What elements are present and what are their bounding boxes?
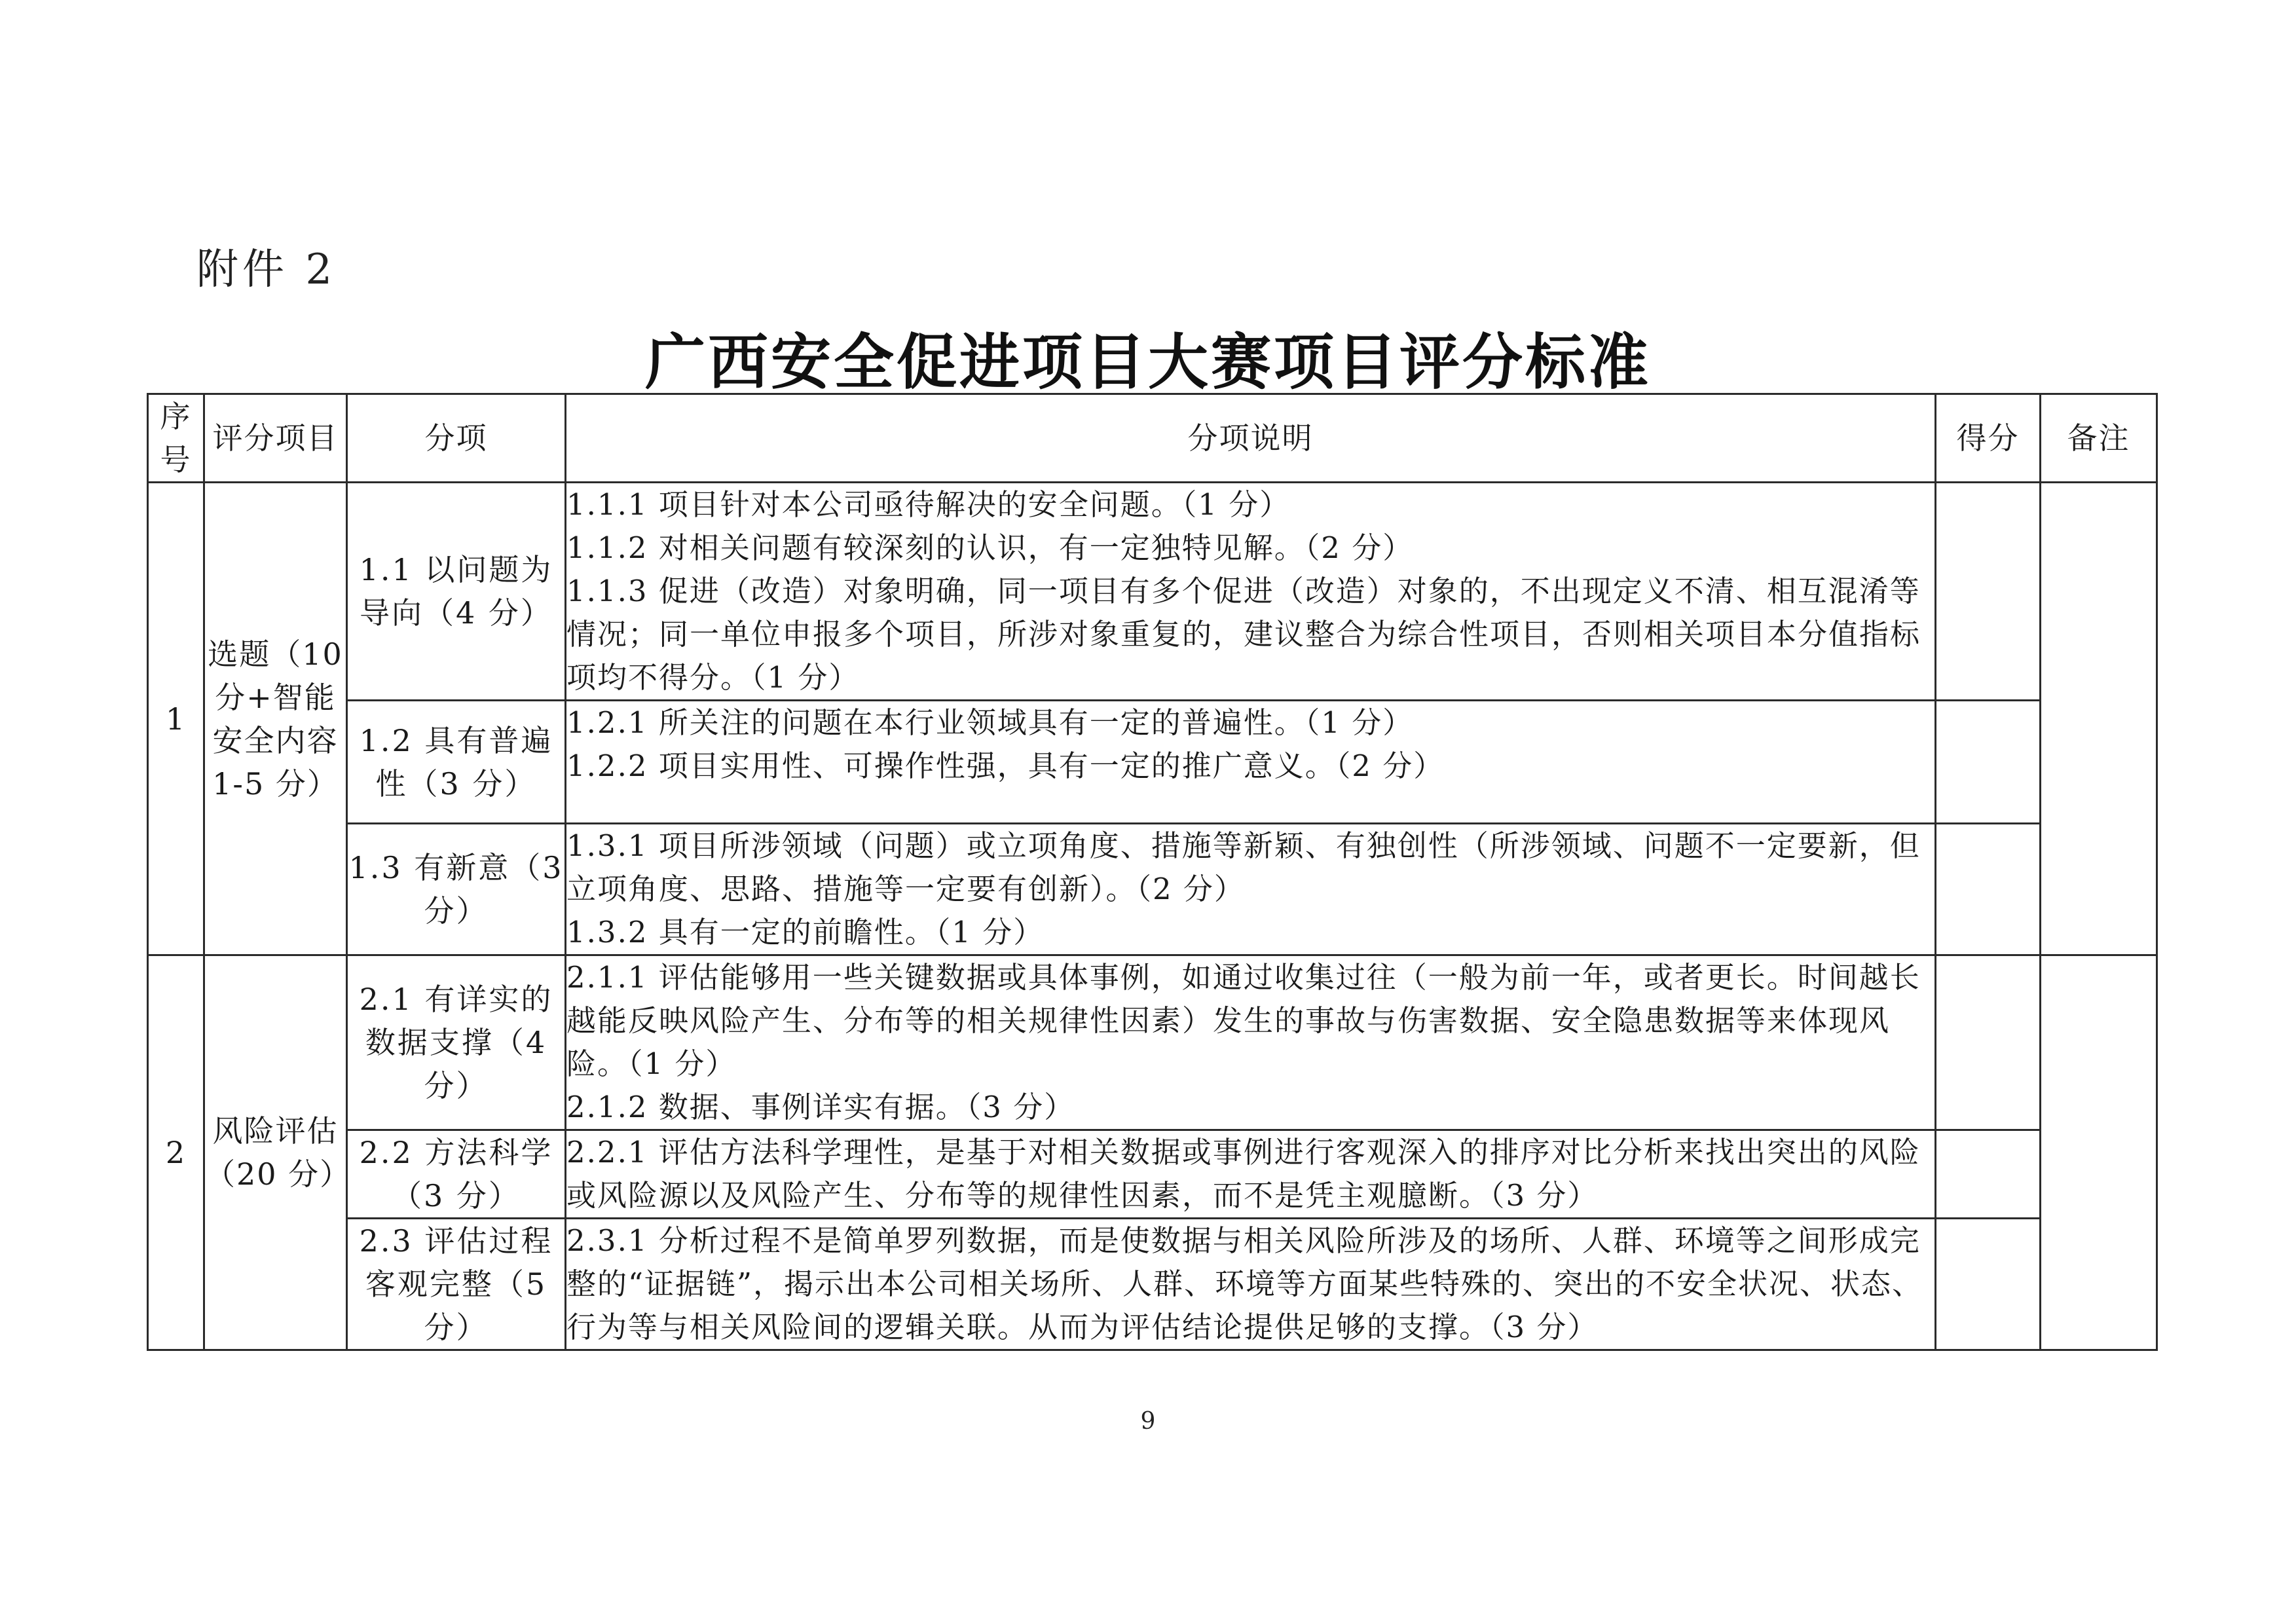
- header-sub: 分项: [347, 394, 566, 483]
- group-item: 选题（10 分+智能安全内容 1-5 分）: [204, 483, 347, 955]
- table-row: [148, 824, 2157, 955]
- sub-description: [566, 955, 1936, 1130]
- note-cell: [2041, 483, 2157, 955]
- attachment-label: 附件 2: [196, 246, 337, 294]
- header-row: [148, 394, 2157, 483]
- sub-description: [566, 1219, 1936, 1350]
- table-row: [148, 1130, 2157, 1219]
- table-row: [148, 483, 2157, 701]
- group-seq: 1: [148, 483, 204, 955]
- header-note: 备注: [2041, 394, 2157, 483]
- note-cell: [2041, 955, 2157, 1350]
- sub-item: 2.3 评估过程客观完整（5 分）: [347, 1219, 566, 1350]
- sub-item: 2.1 有详实的数据支撑（4 分）: [347, 955, 566, 1130]
- sub-description: [566, 824, 1936, 955]
- table-row: [148, 1219, 2157, 1350]
- score-cell: [1936, 1130, 2041, 1219]
- description-line: 1.1.2 对相关问题有较深刻的认识，有一定独特见解。（2 分）: [566, 530, 1414, 565]
- sub-description: [566, 701, 1936, 824]
- description-line: 1.1.1 项目针对本公司亟待解决的安全问题。（1 分）: [566, 487, 1291, 522]
- header-item: 评分项目: [204, 394, 347, 483]
- description-line: 1.2.2 项目实用性、可操作性强，具有一定的推广意义。（2 分）: [566, 748, 1445, 783]
- page-number: 9: [1140, 1408, 1156, 1435]
- description-line: 1.1.3 促进（改造）对象明确，同一项目有多个促进（改造）对象的，不出现定义不清、相互混淆等情况；同一单位申报多个项目，所涉对象重复的，建议整合为综合性项目，否则相关项目本分值指标项均不得分。（1 分）: [566, 574, 1921, 695]
- score-cell: [1936, 1219, 2041, 1350]
- description-line: 2.1.1 评估能够用一些关键数据或具体事例，如通过收集过往（一般为前一年，或者更长。时间越长越能反映风险产生、分布等的相关规律性因素）发生的事故与伤害数据、安全隐患数据等来体现风险。（1 分）: [566, 960, 1921, 1081]
- description-line: 2.2.1 评估方法科学理性，是基于对相关数据或事例进行客观深入的排序对比分析来找出突出的风险或风险源以及风险产生、分布等的规律性因素，而不是凭主观臆断。（3 分）: [566, 1135, 1921, 1213]
- document-title: 广西安全促进项目大赛项目评分标准: [644, 327, 1651, 397]
- sub-item: 2.2 方法科学（3 分）: [347, 1130, 566, 1219]
- header-seq: 序号: [148, 394, 204, 483]
- group-item: 风险评估（20 分）: [204, 955, 347, 1350]
- score-cell: [1936, 824, 2041, 955]
- table-row: [148, 701, 2157, 824]
- description-line: 1.3.1 项目所涉领域（问题）或立项角度、措施等新颖、有独创性（所涉领域、问题不一定要新，但立项角度、思路、措施等一定要有创新）。（2 分）: [566, 828, 1921, 906]
- scoring-table: [147, 393, 2158, 1351]
- score-cell: [1936, 483, 2041, 701]
- description-line: 1.2.1 所关注的问题在本行业领域具有一定的普遍性。（1 分）: [566, 705, 1414, 740]
- sub-description: [566, 483, 1936, 701]
- score-cell: [1936, 701, 2041, 824]
- header-desc: 分项说明: [566, 394, 1936, 483]
- description-line: 2.1.2 数据、事例详实有据。（3 分）: [566, 1090, 1075, 1124]
- table-row: [148, 955, 2157, 1130]
- group-seq: 2: [148, 955, 204, 1350]
- header-score: 得分: [1936, 394, 2041, 483]
- sub-description: [566, 1130, 1936, 1219]
- sub-item: 1.2 具有普遍性（3 分）: [347, 701, 566, 824]
- description-line: 1.3.2 具有一定的前瞻性。（1 分）: [566, 915, 1045, 950]
- sub-item: 1.1 以问题为导向（4 分）: [347, 483, 566, 701]
- score-cell: [1936, 955, 2041, 1130]
- sub-item: 1.3 有新意（3 分）: [347, 824, 566, 955]
- description-line: 2.3.1 分析过程不是简单罗列数据，而是使数据与相关风险所涉及的场所、人群、环境等之间形成完整的“证据链”，揭示出本公司相关场所、人群、环境等方面某些特殊的、突出的不安全状况、状态、行为等与相关风险间的逻辑关联。从而为评估结论提供足够的支撑。（3 分）: [566, 1223, 1923, 1344]
